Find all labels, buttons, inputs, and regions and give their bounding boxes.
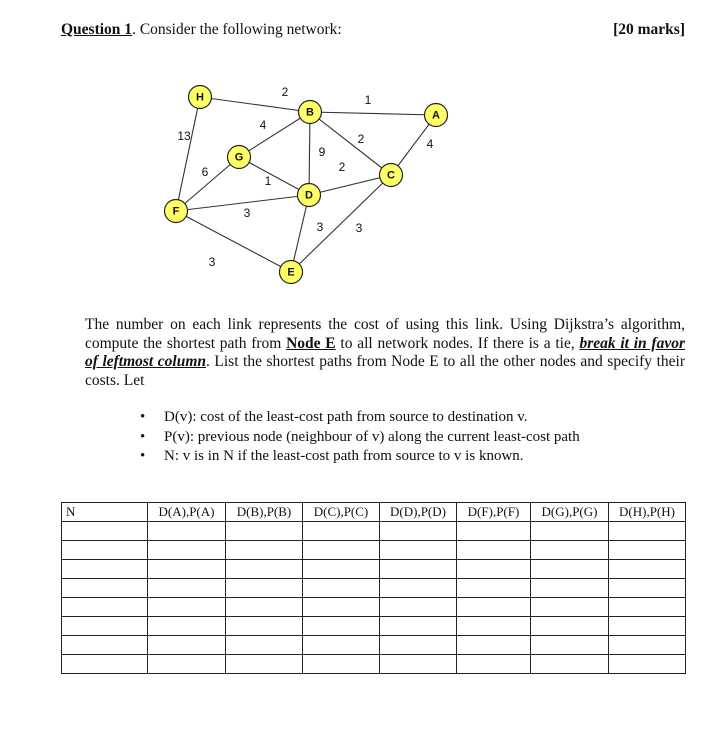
table-cell	[609, 541, 686, 560]
table-cell	[148, 617, 226, 636]
table-cell	[62, 636, 148, 655]
node-label: C	[387, 169, 395, 182]
table-row	[62, 560, 686, 579]
definition-item	[140, 428, 700, 448]
table-cell	[457, 617, 531, 636]
definitions-list	[140, 408, 700, 467]
table-cell	[226, 617, 303, 636]
edge-weight-label: 4	[426, 137, 434, 152]
table-header-row	[62, 503, 686, 522]
node-label: H	[196, 91, 204, 104]
table-row	[62, 541, 686, 560]
edge-d-c	[309, 175, 391, 195]
tie-break-rule: break it in favor of leftmost column	[85, 334, 685, 370]
table-cell	[380, 636, 457, 655]
table-cell	[303, 598, 380, 617]
edge-weight-label: 6	[201, 165, 209, 180]
table-cell	[62, 541, 148, 560]
table-cell	[148, 522, 226, 541]
table-cell	[609, 636, 686, 655]
table-cell	[609, 579, 686, 598]
table-cell	[148, 560, 226, 579]
table-cell	[457, 522, 531, 541]
column-header: D(G),P(G)	[531, 503, 609, 522]
table-cell	[609, 655, 686, 674]
table-cell	[62, 579, 148, 598]
table-cell	[148, 541, 226, 560]
edge-weight-label: 4	[259, 118, 267, 133]
table-cell	[226, 560, 303, 579]
edge-b-a	[310, 112, 436, 115]
node-h	[189, 86, 212, 109]
source-node-emphasis: Node E	[286, 334, 336, 352]
table-cell	[457, 560, 531, 579]
table-row	[62, 655, 686, 674]
table-cell	[380, 617, 457, 636]
table-cell	[303, 522, 380, 541]
edge-weight-label: 3	[243, 206, 251, 221]
table-cell	[380, 560, 457, 579]
node-b	[299, 101, 322, 124]
edge-f-d	[176, 195, 309, 211]
table-cell	[226, 579, 303, 598]
table-cell	[457, 598, 531, 617]
table-cell	[609, 522, 686, 541]
table-cell	[609, 617, 686, 636]
table-cell	[531, 522, 609, 541]
table-row	[62, 598, 686, 617]
node-label: D	[305, 189, 313, 202]
definition-item	[140, 408, 700, 428]
table-body	[62, 522, 686, 674]
table-cell	[303, 636, 380, 655]
bullet-icon: •	[140, 409, 146, 425]
table-cell	[148, 636, 226, 655]
node-label: G	[234, 151, 244, 164]
table-cell	[226, 636, 303, 655]
column-header: N	[62, 503, 148, 522]
table-cell	[380, 598, 457, 617]
table-cell	[380, 522, 457, 541]
table-cell	[380, 655, 457, 674]
table-cell	[531, 560, 609, 579]
table-cell	[457, 579, 531, 598]
edge-weight-label: 2	[281, 85, 289, 100]
table-cell	[226, 541, 303, 560]
marks-label: [20 marks]	[613, 21, 685, 38]
table-cell	[62, 522, 148, 541]
table-row	[62, 579, 686, 598]
table-cell	[226, 598, 303, 617]
node-label: F	[172, 205, 180, 218]
edge-weight-label: 3	[316, 220, 324, 235]
table-cell	[62, 655, 148, 674]
instructions-text-1: The number on each link represents the cost of using this link. Using Dijkstra’s algorithm, compute the shortest path from	[85, 316, 685, 352]
dijkstra-table	[61, 502, 686, 674]
edge-weight-label: 2	[357, 132, 365, 147]
table-cell	[303, 541, 380, 560]
table-cell	[609, 598, 686, 617]
edge-weight-label: 3	[208, 255, 216, 270]
table-cell	[303, 617, 380, 636]
edge-weight-label: 9	[318, 145, 326, 160]
table-cell	[609, 560, 686, 579]
table-cell	[226, 522, 303, 541]
node-d	[298, 184, 321, 207]
column-header: D(H),P(H)	[609, 503, 686, 522]
table-cell	[62, 617, 148, 636]
table-cell	[62, 560, 148, 579]
node-e	[280, 261, 303, 284]
column-header: D(B),P(B)	[226, 503, 303, 522]
edge-weight-label: 13	[177, 129, 191, 144]
edge-weight-label: 3	[355, 221, 363, 236]
table-cell	[148, 579, 226, 598]
instructions-paragraph	[85, 316, 685, 390]
definition-item	[140, 447, 700, 467]
table-cell	[303, 655, 380, 674]
edge-f-e	[176, 211, 291, 272]
table-cell	[531, 636, 609, 655]
table-cell	[380, 579, 457, 598]
table-cell	[148, 598, 226, 617]
table-cell	[148, 655, 226, 674]
table-cell	[380, 541, 457, 560]
table-cell	[457, 636, 531, 655]
node-f	[165, 200, 188, 223]
bullet-icon: •	[140, 448, 146, 464]
column-header: D(A),P(A)	[148, 503, 226, 522]
column-header: D(F),P(F)	[457, 503, 531, 522]
column-header: D(C),P(C)	[303, 503, 380, 522]
instructions-text-2: to all network nodes. If there is a tie,	[335, 334, 580, 352]
edge-g-b	[239, 112, 310, 157]
table-cell	[226, 655, 303, 674]
table-cell	[303, 579, 380, 598]
table-cell	[62, 598, 148, 617]
edge-weight-label: 2	[338, 160, 346, 175]
column-header: D(D),P(D)	[380, 503, 457, 522]
node-c	[380, 164, 403, 187]
table-cell	[531, 579, 609, 598]
table-cell	[303, 560, 380, 579]
node-a	[425, 104, 448, 127]
table-row	[62, 636, 686, 655]
table-cell	[531, 541, 609, 560]
edge-weight-label: 1	[364, 93, 372, 108]
table-cell	[531, 598, 609, 617]
edge-b-c	[310, 112, 391, 175]
table-cell	[531, 655, 609, 674]
instructions-text-3: . List the shortest paths from Node E to all the other nodes and specify their costs. Let	[85, 353, 685, 389]
node-label: E	[287, 266, 295, 279]
question-label: Question 1	[61, 21, 133, 38]
table-cell	[531, 617, 609, 636]
table-cell	[457, 541, 531, 560]
network-diagram	[0, 0, 721, 320]
node-label: A	[432, 109, 440, 122]
definition-text: D(v): cost of the least-cost path from source to destination v.	[164, 409, 528, 425]
table-row	[62, 617, 686, 636]
edge-b-d	[309, 112, 310, 195]
bullet-icon: •	[140, 428, 146, 445]
table-row	[62, 522, 686, 541]
definition-text: P(v): previous node (neighbour of v) along the current least-cost path	[164, 428, 580, 445]
edge-weight-label: 1	[264, 174, 272, 189]
question-text: . Consider the following network:	[132, 21, 342, 38]
edge-h-b	[200, 97, 310, 112]
table-cell	[457, 655, 531, 674]
definition-text: N: v is in N if the least-cost path from source to v is known.	[164, 448, 524, 464]
node-label: B	[306, 106, 314, 119]
node-g	[228, 146, 251, 169]
